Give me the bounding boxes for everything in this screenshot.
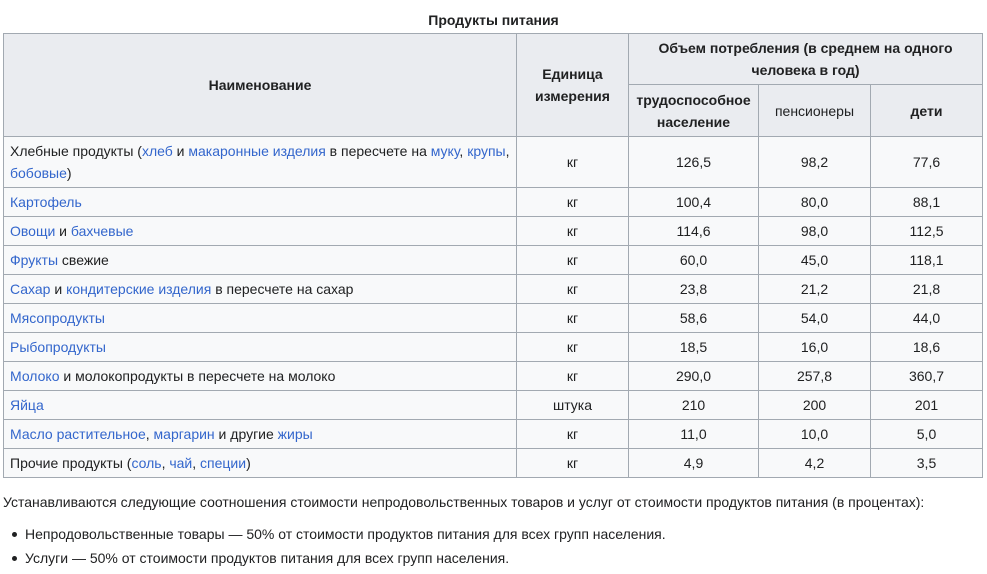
- header-consumption: Объем потребления (в среднем на одного человека в год): [629, 34, 983, 85]
- product-text: ,: [161, 455, 170, 471]
- product-link[interactable]: маргарин: [153, 426, 215, 442]
- cell-name: [4, 391, 517, 420]
- product-text: Прочие продукты (: [10, 455, 132, 471]
- table-row: [4, 188, 983, 217]
- cell-pensioners: 98,0: [759, 217, 871, 246]
- cell-workers: 18,5: [629, 333, 759, 362]
- header-name: Наименование: [4, 34, 517, 137]
- cell-pensioners: 21,2: [759, 275, 871, 304]
- product-text: и: [50, 281, 67, 297]
- table-row: [4, 449, 983, 478]
- table-row: [4, 391, 983, 420]
- cell-workers: 210: [629, 391, 759, 420]
- product-text: ): [66, 165, 72, 181]
- product-link[interactable]: специи: [200, 455, 247, 471]
- product-text: ,: [459, 143, 468, 159]
- product-text: в пересчете на: [325, 143, 431, 159]
- cell-workers: 100,4: [629, 188, 759, 217]
- cell-unit: кг: [517, 137, 629, 188]
- cell-name: [4, 420, 517, 449]
- header-unit: Единица измерения: [517, 34, 629, 137]
- product-link[interactable]: макаронные изделия: [188, 143, 326, 159]
- food-consumption-table: [3, 33, 983, 478]
- cell-workers: 290,0: [629, 362, 759, 391]
- cell-children: 21,8: [871, 275, 983, 304]
- cell-children: 3,5: [871, 449, 983, 478]
- table-row: [4, 420, 983, 449]
- cell-children: 44,0: [871, 304, 983, 333]
- cell-workers: 11,0: [629, 420, 759, 449]
- cell-unit: кг: [517, 246, 629, 275]
- bullet-text: Услуги — 50% от стоимости продуктов питания для всех групп населения.: [25, 550, 510, 566]
- product-link[interactable]: бобовые: [10, 165, 67, 181]
- product-link[interactable]: Сахар: [10, 281, 51, 297]
- cell-unit: кг: [517, 217, 629, 246]
- product-text: ): [246, 455, 251, 471]
- cell-unit: кг: [517, 420, 629, 449]
- product-link[interactable]: муку: [430, 143, 460, 159]
- cell-workers: 58,6: [629, 304, 759, 333]
- bullet-text: Непродовольственные товары — 50% от стоимости продуктов питания для всех групп населения.: [25, 526, 666, 542]
- bullet-item-services: [0, 548, 666, 572]
- cell-unit: кг: [517, 362, 629, 391]
- product-link[interactable]: Картофель: [10, 194, 82, 210]
- header-children: дети: [871, 85, 983, 137]
- cell-name: [4, 362, 517, 391]
- product-link[interactable]: Масло растительное: [10, 426, 146, 442]
- cell-name: [4, 304, 517, 333]
- header-workers: трудоспособное население: [629, 85, 759, 137]
- table-row: [4, 137, 983, 188]
- cell-pensioners: 16,0: [759, 333, 871, 362]
- product-text: ,: [505, 143, 510, 159]
- table-row: [4, 246, 983, 275]
- cell-children: 118,1: [871, 246, 983, 275]
- product-link[interactable]: Яйца: [10, 397, 44, 413]
- product-link[interactable]: чай: [169, 455, 193, 471]
- product-link[interactable]: хлеб: [141, 143, 173, 159]
- cell-unit: кг: [517, 275, 629, 304]
- cell-pensioners: 54,0: [759, 304, 871, 333]
- product-text: и молокопродукты в пересчете на молоко: [59, 368, 336, 384]
- product-text: и: [55, 223, 71, 239]
- cell-children: 112,5: [871, 217, 983, 246]
- bullet-icon: [12, 532, 17, 537]
- cell-pensioners: 10,0: [759, 420, 871, 449]
- cell-name: [4, 137, 517, 188]
- product-link[interactable]: крупы: [467, 143, 506, 159]
- table-caption: Продукты питания: [428, 12, 559, 28]
- product-link[interactable]: Овощи: [10, 223, 56, 239]
- product-text: ,: [192, 455, 201, 471]
- cell-workers: 60,0: [629, 246, 759, 275]
- cell-pensioners: 4,2: [759, 449, 871, 478]
- cell-children: 77,6: [871, 137, 983, 188]
- cell-workers: 4,9: [629, 449, 759, 478]
- product-text: Хлебные продукты (: [10, 143, 142, 159]
- cell-pensioners: 257,8: [759, 362, 871, 391]
- table-row: [4, 362, 983, 391]
- product-text: и другие: [214, 426, 278, 442]
- product-text: ,: [145, 426, 154, 442]
- product-text: свежие: [58, 252, 109, 268]
- cell-unit: кг: [517, 304, 629, 333]
- cell-name: [4, 449, 517, 478]
- cell-name: [4, 333, 517, 362]
- product-link[interactable]: Рыбопродукты: [10, 339, 106, 355]
- cell-workers: 114,6: [629, 217, 759, 246]
- cell-unit: кг: [517, 188, 629, 217]
- product-link[interactable]: кондитерские изделия: [66, 281, 212, 297]
- table-row: [4, 217, 983, 246]
- cell-unit: штука: [517, 391, 629, 420]
- cell-name: [4, 217, 517, 246]
- product-text: в пересчете на сахар: [211, 281, 354, 297]
- cell-children: 360,7: [871, 362, 983, 391]
- product-link[interactable]: Фрукты: [10, 252, 59, 268]
- product-link[interactable]: жиры: [277, 426, 313, 442]
- ratio-paragraph: Устанавливаются следующие соотношения стоимости непродовольственных товаров и услуг от стоимости продуктов питания (в процентах):: [3, 494, 925, 510]
- bullet-icon: [12, 556, 17, 561]
- product-link[interactable]: Молоко: [10, 368, 60, 384]
- cell-name: [4, 188, 517, 217]
- cell-children: 5,0: [871, 420, 983, 449]
- cell-pensioners: 98,2: [759, 137, 871, 188]
- cell-name: [4, 246, 517, 275]
- cell-pensioners: 45,0: [759, 246, 871, 275]
- product-text: и: [172, 143, 189, 159]
- product-link[interactable]: бахчевые: [70, 223, 134, 239]
- cell-name: [4, 275, 517, 304]
- cell-workers: 23,8: [629, 275, 759, 304]
- cell-workers: 126,5: [629, 137, 759, 188]
- header-pensioners: пенсионеры: [759, 85, 871, 137]
- cell-children: 201: [871, 391, 983, 420]
- product-link[interactable]: Мясопродукты: [10, 310, 105, 326]
- cell-pensioners: 80,0: [759, 188, 871, 217]
- table-row: [4, 275, 983, 304]
- cell-pensioners: 200: [759, 391, 871, 420]
- cell-unit: кг: [517, 333, 629, 362]
- bullet-list: [0, 524, 666, 572]
- table-row: [4, 333, 983, 362]
- table-row: [4, 304, 983, 333]
- cell-children: 88,1: [871, 188, 983, 217]
- table-body: [4, 137, 983, 478]
- cell-unit: кг: [517, 449, 629, 478]
- cell-children: 18,6: [871, 333, 983, 362]
- product-link[interactable]: соль: [131, 455, 162, 471]
- bullet-item-goods: [0, 524, 666, 548]
